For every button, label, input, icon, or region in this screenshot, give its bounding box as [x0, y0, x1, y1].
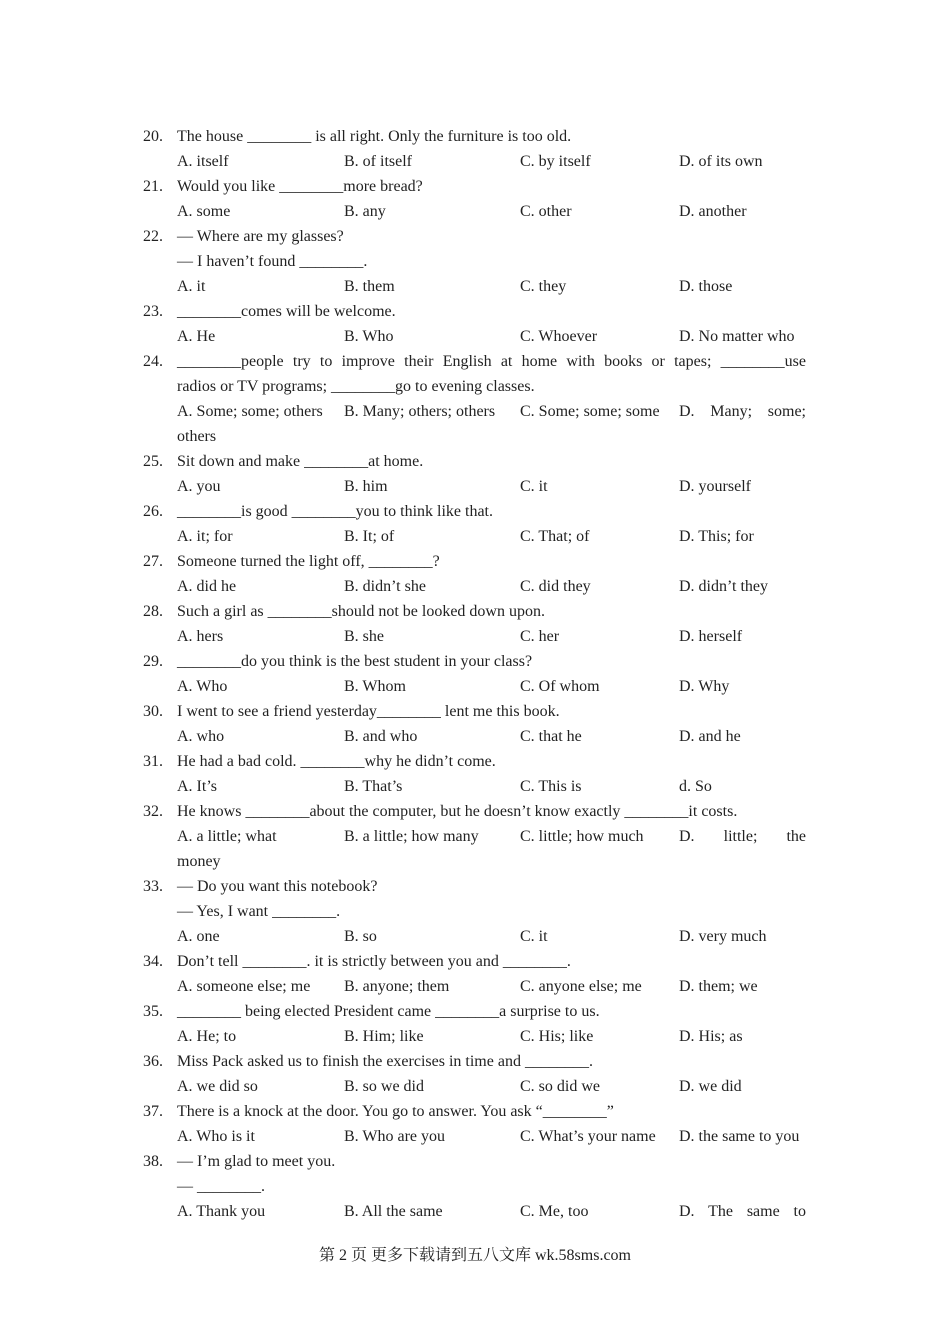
option-c: C. they: [520, 278, 567, 295]
option-b: B. him: [344, 478, 388, 495]
option-c: C. What’s your name: [520, 1128, 656, 1145]
option-c: C. it: [520, 478, 548, 495]
question-number: 30.: [143, 703, 163, 720]
option-c: C. so did we: [520, 1078, 600, 1095]
option-d: D. herself: [679, 628, 743, 645]
question-24-line: [0, 349, 950, 374]
question-text: Would you like ________more bread?: [177, 178, 423, 195]
question-number: 27.: [143, 553, 163, 570]
option-c: C. that he: [520, 728, 582, 745]
question-number: 38.: [143, 1153, 163, 1170]
option-d: D. His; as: [679, 1028, 743, 1045]
question-29-options: [0, 674, 950, 699]
question-30-options: [0, 724, 950, 749]
option-a: A. hers: [177, 628, 224, 645]
question-number: 25.: [143, 453, 163, 470]
question-36-options: [0, 1074, 950, 1099]
option-c: C. by itself: [520, 153, 591, 170]
question-text: He had a bad cold. ________why he didn’t come.: [177, 753, 496, 770]
option-a: A. who: [177, 728, 225, 745]
question-32-option-continuation: [0, 849, 950, 874]
question-33-line: [0, 899, 950, 924]
option-a: A. He: [177, 328, 216, 345]
option-c: C. Of whom: [520, 678, 600, 695]
question-number: 20.: [143, 128, 163, 145]
option-b: B. them: [344, 278, 395, 295]
option-a: A. itself: [177, 153, 229, 170]
option-b: B. Who are you: [344, 1128, 446, 1145]
option-c: C. did they: [520, 578, 591, 595]
question-number: 32.: [143, 803, 163, 820]
option-a: A. a little; what: [177, 828, 277, 845]
option-a: A. did he: [177, 578, 237, 595]
option-b: B. so we did: [344, 1078, 424, 1095]
option-d: D. and he: [679, 728, 741, 745]
option-a: A. It’s: [177, 778, 217, 795]
option-d: D. we did: [679, 1078, 742, 1095]
question-text: There is a knock at the door. You go to answer. You ask “________”: [177, 1103, 614, 1120]
question-text: Someone turned the light off, ________?: [177, 553, 440, 570]
option-b: B. That’s: [344, 778, 403, 795]
question-33-line: [0, 874, 950, 899]
question-38-options: [0, 1199, 950, 1224]
option-b: B. Him; like: [344, 1028, 424, 1045]
question-25-options: [0, 474, 950, 499]
option-c: C. His; like: [520, 1028, 594, 1045]
question-text: — Where are my glasses?: [177, 228, 344, 245]
option-b: B. Whom: [344, 678, 406, 695]
question-22-line: [0, 224, 950, 249]
option-a: A. Who: [177, 678, 228, 695]
option-d: D. Many; some;: [679, 403, 806, 420]
option-a: A. He; to: [177, 1028, 237, 1045]
option-d: D. those: [679, 278, 733, 295]
option-a: A. someone else; me: [177, 978, 311, 995]
option-c: C. anyone else; me: [520, 978, 642, 995]
option-b: B. of itself: [344, 153, 412, 170]
question-text: — Yes, I want ________.: [177, 903, 341, 920]
question-28-options: [0, 624, 950, 649]
option-c: C. her: [520, 628, 560, 645]
question-20-options: [0, 149, 950, 174]
option-d: d. So: [679, 778, 712, 795]
question-25-line: [0, 449, 950, 474]
option-d: D. little; the: [679, 828, 806, 845]
option-a: A. some: [177, 203, 231, 220]
option-a: A. Thank you: [177, 1203, 266, 1220]
option-d: D. didn’t they: [679, 578, 769, 595]
option-d-continuation: others: [177, 428, 217, 445]
question-text: ________is good ________you to think like that.: [177, 503, 493, 520]
question-35-line: [0, 999, 950, 1024]
question-22-line: [0, 249, 950, 274]
option-b: B. and who: [344, 728, 418, 745]
option-c: C. Some; some; some: [520, 403, 660, 420]
option-a: A. we did so: [177, 1078, 258, 1095]
question-26-line: [0, 499, 950, 524]
question-number: 22.: [143, 228, 163, 245]
option-b: B. any: [344, 203, 386, 220]
question-24-option-continuation: [0, 424, 950, 449]
option-b: B. It; of: [344, 528, 395, 545]
question-text: ________comes will be welcome.: [177, 303, 396, 320]
question-number: 23.: [143, 303, 163, 320]
option-d: D. the same to you: [679, 1128, 800, 1145]
page-footer: 第 2 页 更多下载请到五八文库 wk.58sms.com: [318, 1247, 631, 1264]
question-text: — I’m glad to meet you.: [177, 1153, 336, 1170]
question-23-line: [0, 299, 950, 324]
question-31-options: [0, 774, 950, 799]
option-a: A. it; for: [177, 528, 233, 545]
option-b: B. she: [344, 628, 384, 645]
question-number: 37.: [143, 1103, 163, 1120]
question-text: Miss Pack asked us to finish the exercises in time and ________.: [177, 1053, 593, 1070]
option-c: C. Whoever: [520, 328, 598, 345]
question-20-line: [0, 124, 950, 149]
option-a: A. it: [177, 278, 206, 295]
question-text: He knows ________about the computer, but he doesn’t know exactly ________it costs.: [177, 803, 738, 820]
question-text: ________do you think is the best student in your class?: [177, 653, 533, 670]
option-c: C. That; of: [520, 528, 590, 545]
question-30-line: [0, 699, 950, 724]
question-number: 36.: [143, 1053, 163, 1070]
question-text: Such a girl as ________should not be looked down upon.: [177, 603, 545, 620]
question-number: 24.: [143, 353, 163, 370]
question-38-line: [0, 1149, 950, 1174]
question-text: — ________.: [177, 1178, 265, 1195]
option-d-continuation: money: [177, 853, 221, 870]
option-d: D. This; for: [679, 528, 754, 545]
option-d: D. No matter who: [679, 328, 795, 345]
question-text: The house ________ is all right. Only the furniture is too old.: [177, 128, 572, 145]
question-number: 21.: [143, 178, 163, 195]
question-26-options: [0, 524, 950, 549]
question-31-line: [0, 749, 950, 774]
question-21-options: [0, 199, 950, 224]
option-d: D. of its own: [679, 153, 763, 170]
question-number: 26.: [143, 503, 163, 520]
question-24-line: [0, 374, 950, 399]
option-b: B. Who: [344, 328, 394, 345]
question-32-line: [0, 799, 950, 824]
option-b: B. a little; how many: [344, 828, 479, 845]
question-22-options: [0, 274, 950, 299]
question-text: — I haven’t found ________.: [177, 253, 368, 270]
option-b: B. All the same: [344, 1203, 443, 1220]
question-28-line: [0, 599, 950, 624]
question-24-options: [0, 399, 950, 424]
option-b: B. Many; others; others: [344, 403, 496, 420]
option-a: A. one: [177, 928, 220, 945]
option-d: D. yourself: [679, 478, 751, 495]
question-text: — Do you want this notebook?: [177, 878, 378, 895]
option-c: C. This is: [520, 778, 582, 795]
question-27-options: [0, 574, 950, 599]
option-d: D. The same to: [679, 1203, 806, 1220]
question-23-options: [0, 324, 950, 349]
question-text: Sit down and make ________at home.: [177, 453, 424, 470]
option-a: A. Some; some; others: [177, 403, 323, 420]
question-38-line: [0, 1174, 950, 1199]
option-c: C. other: [520, 203, 572, 220]
question-34-line: [0, 949, 950, 974]
question-number: 31.: [143, 753, 163, 770]
question-29-line: [0, 649, 950, 674]
question-number: 33.: [143, 878, 163, 895]
question-34-options: [0, 974, 950, 999]
question-37-options: [0, 1124, 950, 1149]
option-c: C. Me, too: [520, 1203, 589, 1220]
question-text: ________ being elected President came ________a surprise to us.: [177, 1003, 600, 1020]
question-text: Don’t tell ________. it is strictly between you and ________.: [177, 953, 571, 970]
option-d: D. Why: [679, 678, 730, 695]
question-number: 28.: [143, 603, 163, 620]
question-number: 29.: [143, 653, 163, 670]
option-a: A. Who is it: [177, 1128, 255, 1145]
question-37-line: [0, 1099, 950, 1124]
question-36-line: [0, 1049, 950, 1074]
option-d: D. very much: [679, 928, 767, 945]
option-b: B. so: [344, 928, 377, 945]
option-c: C. it: [520, 928, 548, 945]
option-c: C. little; how much: [520, 828, 644, 845]
question-21-line: [0, 174, 950, 199]
option-d: D. another: [679, 203, 747, 220]
option-b: B. didn’t she: [344, 578, 426, 595]
question-33-options: [0, 924, 950, 949]
question-text: radios or TV programs; ________go to evening classes.: [177, 378, 535, 395]
option-b: B. anyone; them: [344, 978, 450, 995]
question-number: 35.: [143, 1003, 163, 1020]
question-32-options: [0, 824, 950, 849]
question-text: I went to see a friend yesterday________ lent me this book.: [177, 703, 560, 720]
question-27-line: [0, 549, 950, 574]
question-text: ________people try to improve their English at home with books or tapes; ________use: [177, 353, 806, 370]
option-a: A. you: [177, 478, 221, 495]
option-d: D. them; we: [679, 978, 758, 995]
question-number: 34.: [143, 953, 163, 970]
question-35-options: [0, 1024, 950, 1049]
